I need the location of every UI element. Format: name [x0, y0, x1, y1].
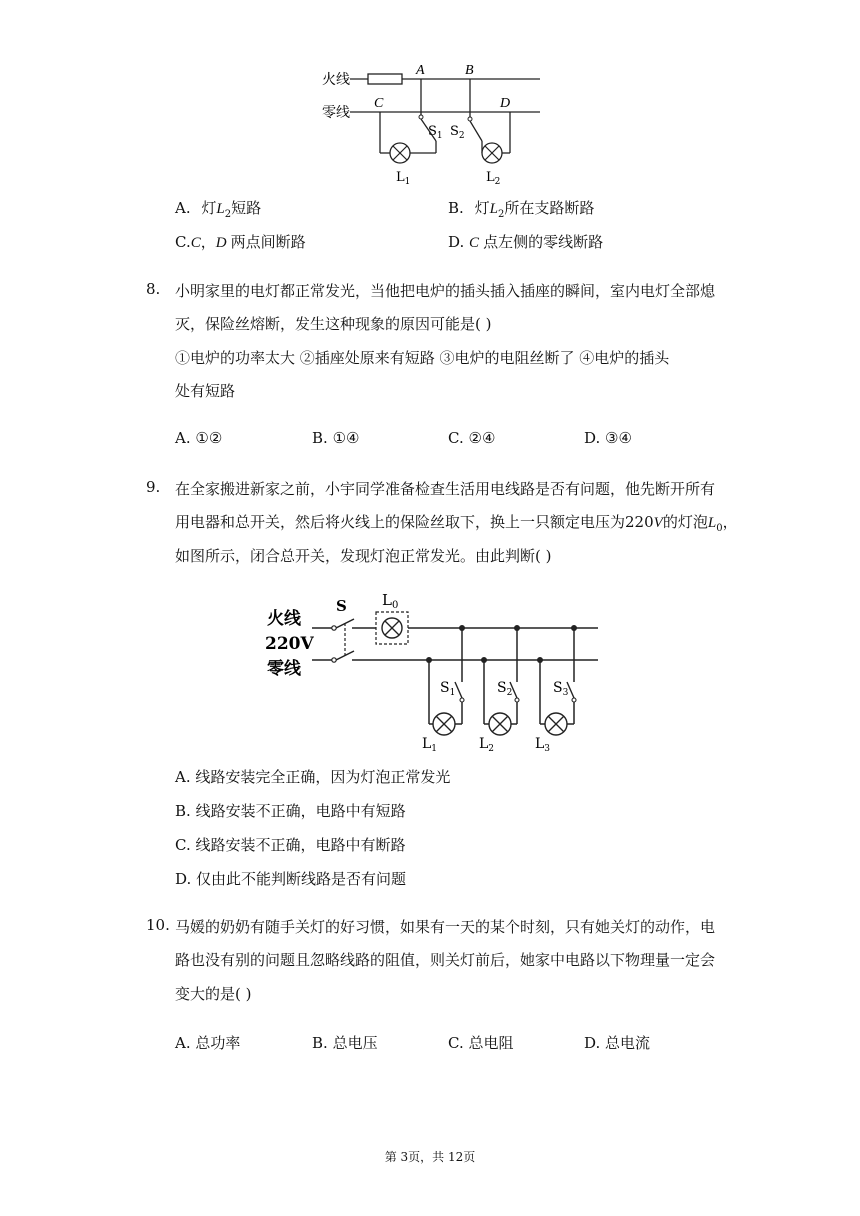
q9-option-d[interactable]: D. 仅由此不能判断线路是否有问题	[175, 870, 407, 888]
svg-text:L0: $L_0$	[382, 591, 399, 611]
svg-text:S1: $S_1$	[440, 680, 456, 698]
lamp-l3-label: L	[535, 736, 545, 752]
q9-number: 9.	[146, 478, 161, 496]
voltage-label: 220V	[265, 634, 314, 654]
q7-option-d[interactable]: D. C 点左侧的零线断路	[448, 233, 604, 251]
svg-text:L2: $L_2$	[479, 736, 495, 754]
q8-option-d[interactable]: D. ③④	[584, 429, 632, 447]
neutral-wire-label: 零线	[267, 659, 301, 679]
q10-number: 10.	[146, 916, 170, 934]
point-a-label: A	[416, 63, 425, 78]
q8-stem-line4: 处有短路	[175, 382, 236, 400]
lamp-l1-label: L	[422, 736, 432, 752]
point-d-label: D	[500, 96, 511, 111]
svg-text:S2: $S_2$	[450, 124, 465, 141]
q9-circuit-figure	[262, 586, 607, 756]
switch-s2-label: S	[450, 124, 459, 139]
q9-option-b[interactable]: B. 线路安装不正确，电路中有短路	[175, 802, 406, 820]
q10-option-b[interactable]: B. 总电压	[312, 1034, 378, 1052]
option-letter: A.	[175, 199, 191, 217]
live-wire-label: 火线	[322, 72, 350, 88]
lamp-l0-label: L	[382, 591, 392, 609]
q9-stem-line3: 如图所示，闭合总开关，发现灯泡正常发光。由此判断( )	[175, 547, 552, 565]
svg-text:L1: $L_1$	[422, 736, 438, 754]
svg-text:L2: $L_2$	[486, 170, 501, 187]
q7-circuit-figure	[300, 55, 560, 190]
lamp-l2-label: L	[479, 736, 489, 752]
q8-stem-line1: 小明家里的电灯都正常发光，当他把电炉的插头插入插座的瞬间，室内电灯全部熄	[175, 282, 716, 300]
fuse	[368, 74, 402, 84]
switch-s3-label: S	[553, 680, 563, 696]
q9-option-c[interactable]: C. 线路安装不正确，电路中有断路	[175, 836, 406, 854]
svg-text:S2: $S_2$	[497, 680, 513, 698]
lamp-l2-label: L	[486, 170, 495, 185]
point-c-label: C	[374, 96, 384, 111]
q8-number: 8.	[146, 280, 161, 298]
q8-stem-line3: ①电炉的功率太大 ②插座处原来有短路 ③电炉的电阻丝断了 ④电炉的插头	[175, 349, 670, 367]
q9-stem-line2: 用电器和总开关，然后将火线上的保险丝取下，换上一只额定电压为220V的灯泡$L_0$，	[175, 513, 738, 534]
q7-option-c[interactable]: C.C，D 两点间断路	[175, 233, 306, 251]
q10-stem-line3: 变大的是( )	[175, 985, 252, 1003]
q7-option-a[interactable]: A. 灯$L_2$短路	[175, 199, 262, 220]
q9-stem-line1: 在全家搬进新家之前，小宇同学准备检查生活用电线路是否有问题，他先断开所有	[175, 480, 716, 498]
svg-text:S3: $S_3$	[553, 680, 569, 698]
option-letter: B.	[448, 199, 464, 217]
q8-option-b[interactable]: B. ①④	[312, 429, 360, 447]
live-wire-label: 火线	[267, 609, 301, 629]
option-letter: D.	[448, 233, 465, 251]
q10-option-d[interactable]: D. 总电流	[584, 1034, 651, 1052]
main-switch-label: S	[336, 597, 347, 615]
q7-option-b[interactable]: B. 灯$L_2$所在支路断路	[448, 199, 595, 220]
q10-option-a[interactable]: A. 总功率	[175, 1034, 241, 1052]
switch-s1-label: S	[440, 680, 450, 696]
svg-text:L1: $L_1$	[396, 170, 411, 187]
q10-stem-line1: 马媛的奶奶有随手关灯的好习惯，如果有一天的某个时刻，只有她关灯的动作，电	[175, 918, 716, 936]
switch-s2	[470, 121, 482, 141]
option-letter: C.	[175, 233, 191, 251]
q10-stem-line2: 路也没有别的问题且忽略线路的阻值，则关灯前后，她家中电路以下物理量一定会	[175, 951, 716, 969]
page-footer: 第 3页，共 12页	[384, 1150, 476, 1164]
neutral-wire-label: 零线	[322, 105, 350, 121]
lamp-l1-label: L	[396, 170, 405, 185]
svg-text:L3: $L_3$	[535, 736, 551, 754]
point-b-label: B	[465, 63, 474, 78]
switch-s2-label: S	[497, 680, 507, 696]
switch-s1	[455, 682, 462, 698]
svg-text:S1: $S_1$	[428, 124, 443, 141]
q8-option-c[interactable]: C. ②④	[448, 429, 496, 447]
q8-option-a[interactable]: A. ①②	[175, 429, 223, 447]
switch-s1-label: S	[428, 124, 437, 139]
q10-option-c[interactable]: C. 总电阻	[448, 1034, 514, 1052]
q8-stem-line2: 灭，保险丝熔断，发生这种现象的原因可能是( )	[175, 315, 492, 333]
q9-option-a[interactable]: A. 线路安装完全正确，因为灯泡正常发光	[175, 768, 451, 786]
